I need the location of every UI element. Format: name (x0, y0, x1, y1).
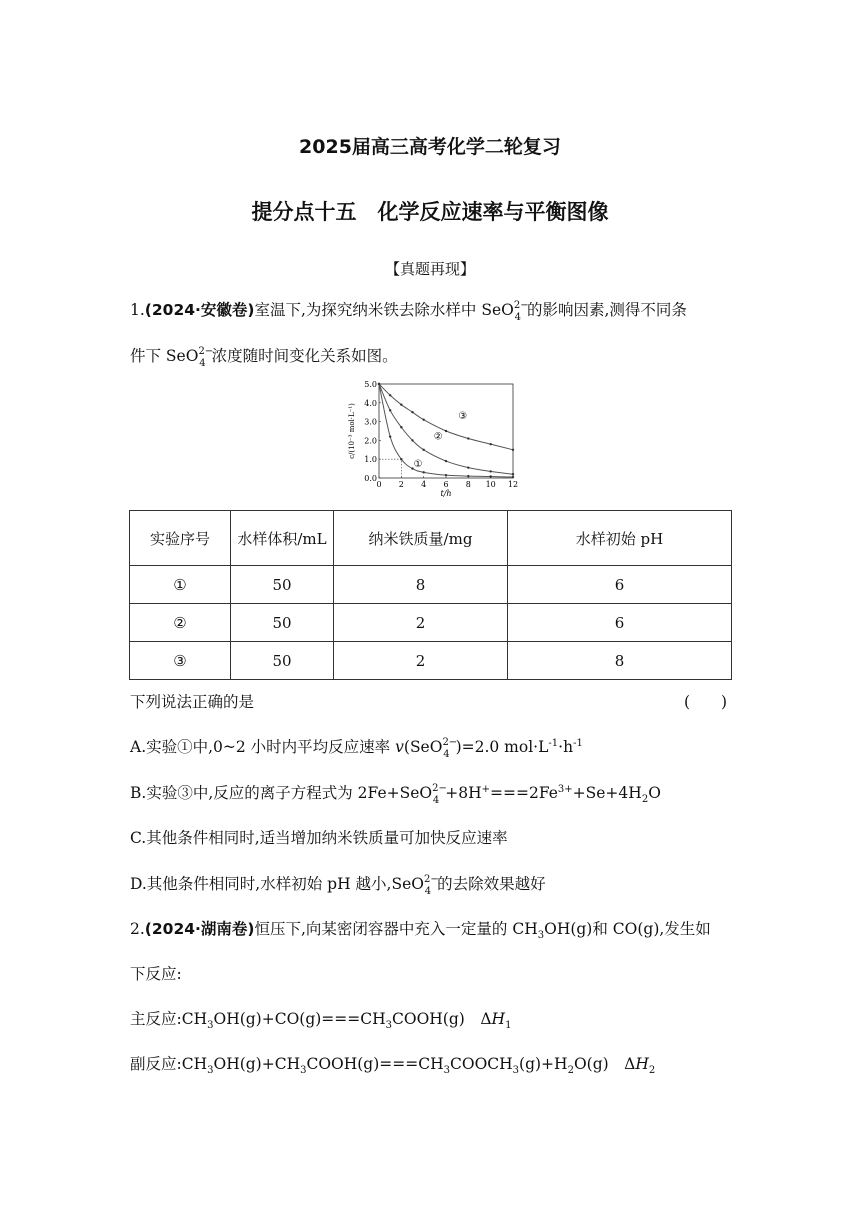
q2-source: (2024·湖南卷) (144, 920, 255, 938)
table-cell: 2 (334, 642, 508, 680)
subscript: 3 (385, 1020, 393, 1032)
data-point (467, 466, 469, 468)
series-label: ② (433, 431, 443, 443)
table-cell: 8 (334, 566, 508, 604)
data-point (467, 475, 469, 477)
table-header-cell: 水样初始 pH (508, 511, 732, 566)
side-reaction-text: O(g) Δ (573, 1055, 636, 1073)
table-cell: ① (130, 566, 231, 604)
table-cell: 6 (508, 566, 732, 604)
experiment-table (129, 510, 732, 680)
option-d-text: 的去除效果越好 (437, 875, 546, 893)
table-header-row (130, 511, 732, 566)
option-d-text: D.其他条件相同时,水样初始 pH 越小,SeO (130, 875, 424, 893)
data-point (389, 394, 391, 396)
subscript: 3 (207, 1065, 214, 1077)
subscript: 2 (641, 794, 649, 806)
data-point (400, 458, 402, 460)
option-c: C.其他条件相同时,适当增加纳米铁质量可加快反应速率 (130, 829, 508, 847)
q1-number: 1. (130, 301, 145, 319)
q2-stem-b: OH(g)和 CO(g),发生如 (544, 920, 711, 938)
ion-subscript: 4 (443, 749, 450, 760)
page-subtitle: 提分点十五 化学反应速率与平衡图像 (251, 200, 609, 224)
charge: + (481, 783, 490, 795)
enthalpy-symbol: H (491, 1010, 506, 1028)
data-point (378, 383, 380, 385)
x-tick-label: 10 (485, 480, 496, 489)
y-tick-label: 0.0 (364, 474, 377, 483)
ion-subscript: 4 (514, 312, 521, 323)
ion-subscript: 4 (424, 886, 432, 897)
q2-stem-line2: 下反应: (130, 965, 182, 983)
option-a (130, 735, 583, 760)
ion-charge: 2− (442, 737, 458, 748)
ion-charge: 2− (198, 346, 214, 357)
ion-charge: 2− (432, 783, 447, 794)
data-point (445, 430, 447, 432)
table-cell: 50 (231, 566, 334, 604)
table-cell: ② (130, 604, 231, 642)
data-point (445, 474, 447, 476)
table-header-cell: 纳米铁质量/mg (334, 511, 508, 566)
y-tick-label: 5.0 (364, 380, 377, 389)
data-point (512, 449, 514, 451)
option-b-text: O (648, 784, 661, 802)
q1-stem-d: 浓度随时间变化关系如图。 (211, 347, 398, 365)
table-cell: 2 (334, 604, 508, 642)
subscript: 3 (207, 1020, 214, 1032)
data-point (400, 403, 402, 405)
y-tick-label: 4.0 (364, 398, 377, 408)
option-d (130, 872, 546, 897)
subscript: 3 (512, 1065, 520, 1077)
subscript: 3 (300, 1065, 307, 1077)
q1-stem-line1 (130, 298, 687, 323)
section-heading: 【真题再现】 (384, 260, 475, 278)
series-label: ③ (458, 410, 468, 422)
main-reaction-text: OH(g)+CO(g)===CH (213, 1010, 386, 1028)
rate-symbol: v (395, 738, 404, 756)
x-axis-label: t/h (440, 489, 452, 498)
data-point (445, 460, 447, 462)
data-point (389, 409, 391, 411)
x-tick-label: 8 (465, 480, 471, 489)
data-point (422, 449, 424, 451)
q1-prompt: 下列说法正确的是 (130, 693, 255, 711)
main-reaction-text: 主反应:CH (130, 1010, 208, 1028)
side-reaction-text: OH(g)+CH (213, 1055, 301, 1073)
table-row (130, 642, 732, 680)
option-b-text: ===2Fe (490, 784, 558, 802)
data-point (467, 437, 469, 439)
subscript: 2 (648, 1065, 656, 1077)
table-header-cell: 实验序号 (130, 511, 231, 566)
data-point (489, 475, 491, 477)
x-tick-label: 6 (443, 480, 449, 489)
exponent: -1 (548, 737, 559, 749)
x-tick-label: 12 (507, 480, 519, 489)
subscript: 1 (505, 1020, 512, 1032)
y-tick-label: 1.0 (364, 455, 377, 465)
option-a-text: (SeO (403, 738, 443, 756)
q2-stem-line1 (130, 917, 711, 941)
data-point (411, 439, 413, 441)
table-cell: 50 (231, 642, 334, 680)
data-point (400, 426, 402, 428)
option-a-text: A.实验①中,0~2 小时内平均反应速率 (130, 738, 396, 756)
q1-stem-b: 的影响因素,测得不同条 (526, 301, 687, 319)
y-axis-label: c/(10⁻³ mol·L⁻¹) (348, 403, 356, 459)
q1-stem-a: 室温下,为探究纳米铁去除水样中 SeO (254, 301, 514, 319)
data-point (512, 476, 514, 478)
table-cell: 50 (231, 604, 334, 642)
subscript: 3 (443, 1065, 450, 1077)
q1-stem-c: 件下 SeO (130, 347, 199, 365)
table-header-cell: 水样体积/mL (231, 511, 334, 566)
y-tick-label: 2.0 (364, 436, 377, 446)
option-b (130, 781, 661, 805)
data-point (411, 411, 413, 413)
concentration-time-chart (347, 378, 523, 498)
exponent: -1 (573, 737, 583, 749)
side-reaction-text: COOCH (450, 1055, 513, 1073)
ion-subscript: 4 (199, 358, 206, 369)
subscript: 3 (537, 930, 545, 942)
charge: 3+ (557, 783, 573, 795)
series-label: ① (413, 458, 423, 470)
ion-charge: 2− (423, 874, 439, 885)
option-b-text: +Se+4H (572, 784, 642, 802)
data-point (389, 435, 391, 437)
data-point (422, 471, 424, 473)
ion-charge: 2− (513, 300, 529, 311)
enthalpy-symbol: H (635, 1055, 649, 1073)
x-tick-label: 0 (376, 480, 382, 489)
subscript: 2 (567, 1065, 574, 1077)
option-a-text: ·h (558, 738, 574, 756)
data-point (489, 443, 491, 445)
data-point (422, 419, 424, 421)
y-tick-label: 3.0 (364, 417, 377, 427)
main-reaction (130, 1007, 511, 1031)
option-b-text: B.实验③中,反应的离子方程式为 2Fe+SeO (130, 784, 433, 802)
option-b-text: +8H (445, 784, 482, 802)
q2-number: 2. (130, 920, 145, 938)
data-point (489, 470, 491, 472)
main-reaction-text: COOH(g) Δ (392, 1010, 492, 1028)
side-reaction-text: 副反应:CH (130, 1055, 208, 1073)
q1-stem-line2 (130, 344, 398, 369)
option-a-text: )=2.0 mol·L (455, 738, 549, 756)
side-reaction-text: COOH(g)===CH (306, 1055, 444, 1073)
side-reaction (130, 1052, 655, 1076)
data-point (512, 473, 514, 475)
q1-source: (2024·安徽卷) (144, 301, 255, 319)
table-cell: 8 (508, 642, 732, 680)
answer-blank: ( ) (684, 693, 728, 711)
x-tick-label: 2 (398, 480, 404, 489)
ion-subscript: 4 (432, 795, 440, 806)
table-row (130, 566, 732, 604)
q2-stem-a: 恒压下,向某密闭容器中充入一定量的 CH (254, 920, 538, 938)
page-title: 2025届高三高考化学二轮复习 (299, 136, 561, 158)
x-tick-label: 4 (421, 480, 427, 489)
table-row (130, 604, 732, 642)
table-cell: 6 (508, 604, 732, 642)
side-reaction-text: (g)+H (519, 1055, 568, 1073)
table-cell: ③ (130, 642, 231, 680)
